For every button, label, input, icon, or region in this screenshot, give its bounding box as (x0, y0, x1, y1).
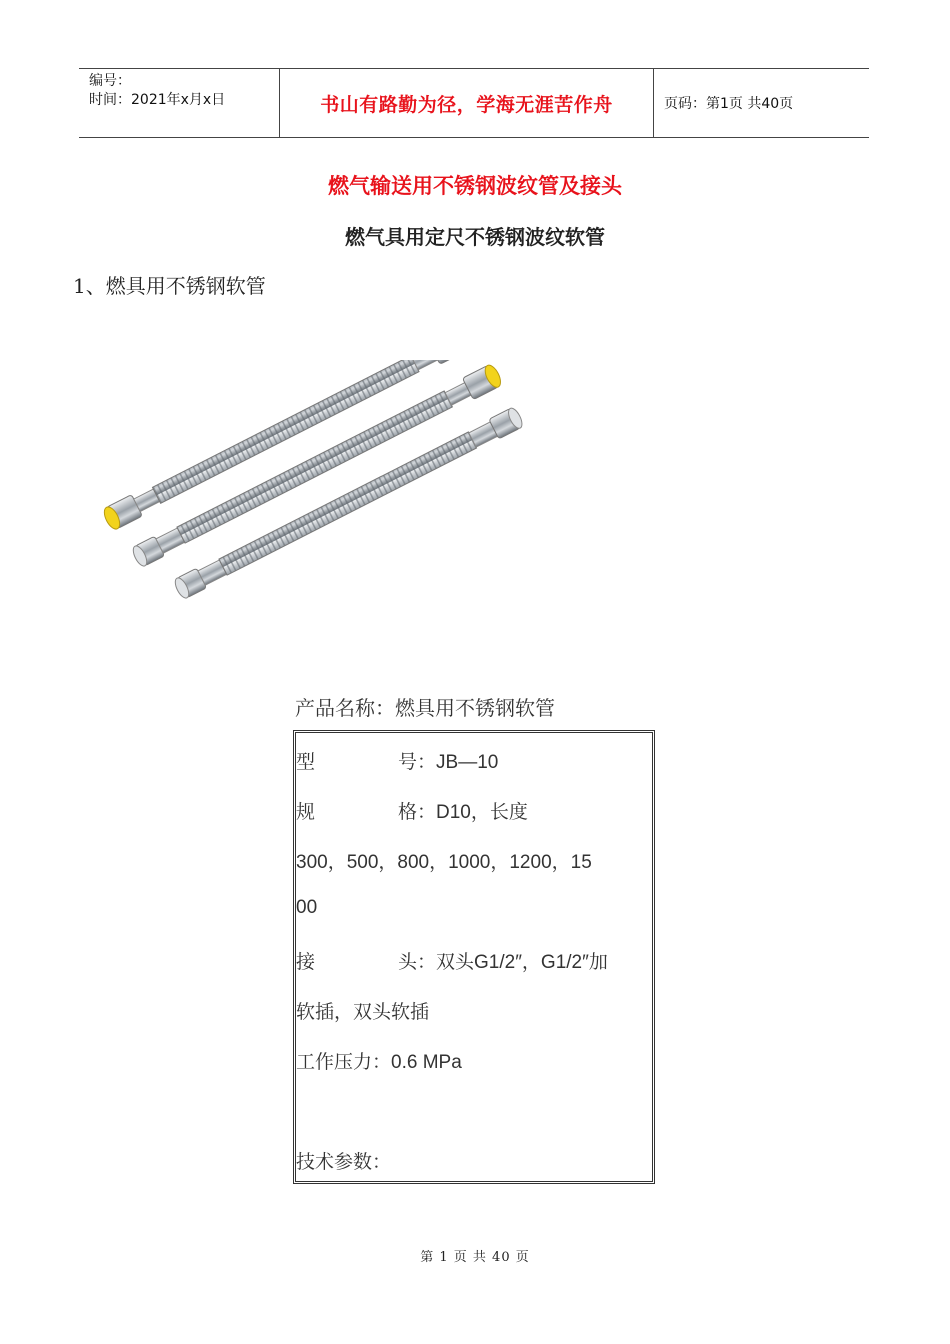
header-page-info: 页码：第1页 共40页 (664, 96, 794, 112)
spec-model-key-b: 号： (398, 751, 437, 773)
spec-joint-key-b: 头： (398, 951, 437, 973)
spec-joint-key-a: 接 (296, 951, 316, 973)
spec-joint-value: 双头G1/2″，G1/2″加 (436, 952, 608, 973)
document-title: 燃气输送用不锈钢波纹管及接头 (328, 174, 622, 198)
spec-joint-2: 软插，双头软插 (296, 1001, 430, 1023)
spec-size (296, 797, 528, 824)
header-motto: 书山有路勤为径，学海无涯苦作舟 (320, 93, 613, 116)
header-code: 编号： (89, 73, 131, 89)
spec-model-key-a: 型 (296, 751, 316, 773)
hose-2 (130, 363, 504, 569)
spec-box (293, 730, 655, 1184)
spec-model-value: JB—10 (436, 752, 499, 773)
header-motto-cell (280, 69, 654, 137)
spec-pressure-value: 0.6 MPa (391, 1052, 462, 1073)
section-heading: 1、燃具用不锈钢软管 (73, 274, 266, 298)
spec-size-key-b: 格： (398, 801, 437, 823)
product-name: 产品名称：燃具用不锈钢软管 (295, 696, 555, 720)
document-subtitle: 燃气具用定尺不锈钢波纹软管 (345, 225, 605, 249)
spec-pressure (296, 1047, 462, 1074)
spec-pressure-key: 工作压力： (296, 1051, 392, 1073)
stainless-hose-photo (90, 360, 550, 610)
header-date: 时间：2021年x月x日 (89, 92, 226, 108)
spec-lengths-1: 300，500，800，1000，1200，15 (296, 852, 592, 873)
header-meta (79, 69, 280, 137)
spec-size-key-a: 规 (296, 801, 316, 823)
spec-size-value: D10，长度 (436, 802, 528, 823)
page-footer: 第 1 页 共 40 页 (420, 1250, 530, 1265)
hose-1 (101, 360, 470, 531)
page-header (79, 68, 869, 138)
spec-tech-params: 技术参数： (296, 1151, 392, 1173)
spec-lengths-2: 00 (296, 897, 318, 918)
spec-model (296, 747, 498, 774)
spec-joint (296, 947, 608, 974)
